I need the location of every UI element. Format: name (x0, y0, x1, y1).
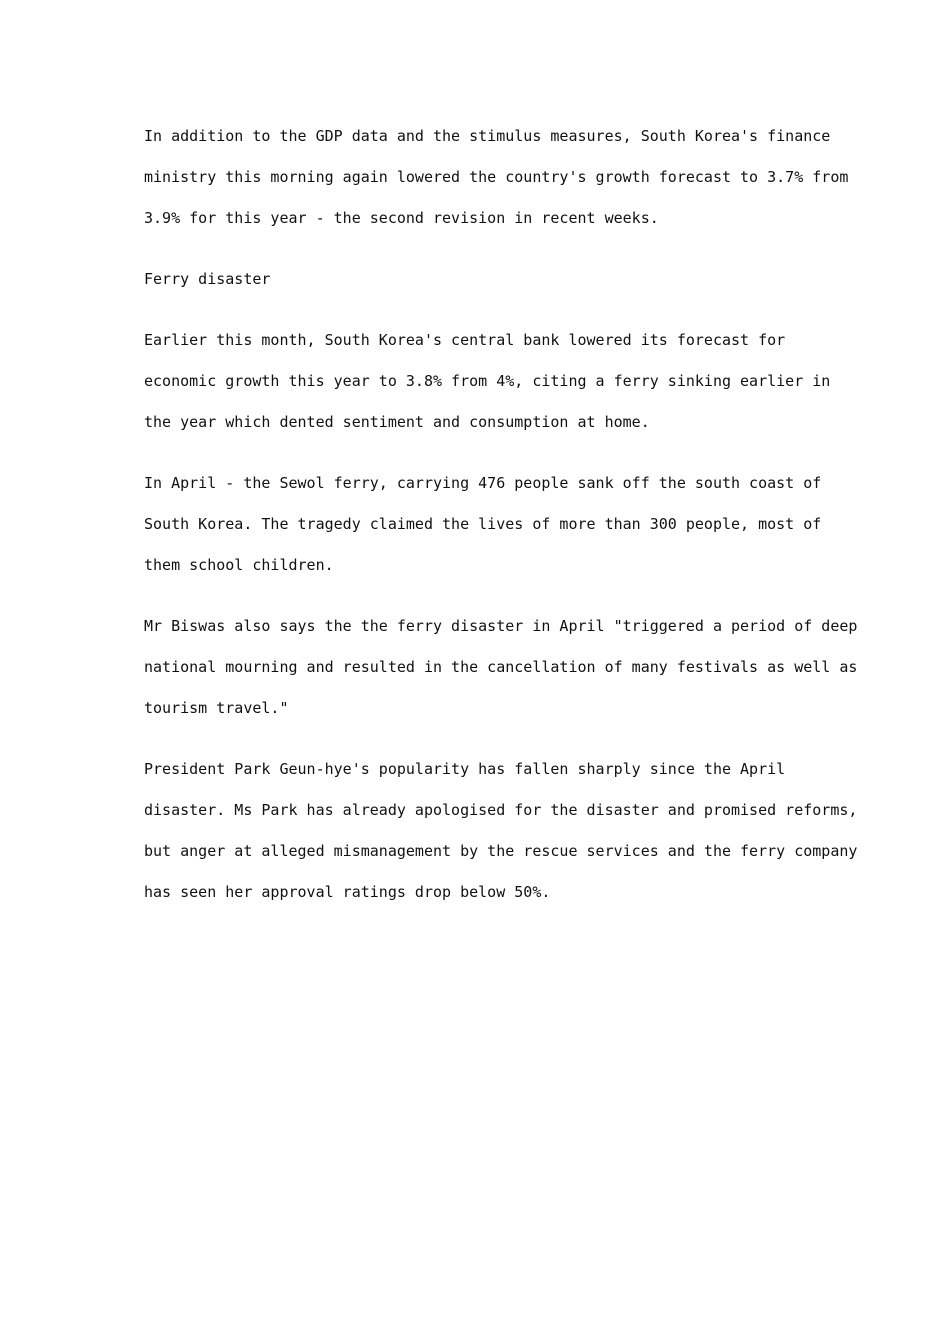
text-line: In addition to the GDP data and the stimulus measures, South Korea's finance (144, 127, 831, 145)
text-line: tourism travel." (144, 699, 289, 717)
text-line: but anger at alleged mismanagement by the rescue services and the ferry company (144, 842, 858, 860)
text-line: national mourning and resulted in the cancellation of many festivals as well as (144, 658, 858, 676)
section-heading: Ferry disaster (144, 270, 271, 288)
paragraph-biswas-quote (144, 606, 858, 729)
text-line: disaster. Ms Park has already apologised for the disaster and promised reforms, (144, 801, 858, 819)
paragraph-gdp-forecast (144, 116, 849, 239)
text-line: the year which dented sentiment and consumption at home. (144, 413, 650, 431)
text-line: In April - the Sewol ferry, carrying 476 people sank off the south coast of (144, 474, 822, 492)
paragraph-president-park (144, 749, 858, 913)
text-line: ministry this morning again lowered the country's growth forecast to 3.7% from (144, 168, 849, 186)
text-line: Earlier this month, South Korea's central bank lowered its forecast for (144, 331, 786, 349)
text-line: economic growth this year to 3.8% from 4%, citing a ferry sinking earlier in (144, 372, 831, 390)
paragraph-sewol-ferry (144, 463, 822, 586)
text-line: South Korea. The tragedy claimed the lives of more than 300 people, most of (144, 515, 822, 533)
article-body (144, 116, 858, 933)
text-line: 3.9% for this year - the second revision in recent weeks. (144, 209, 659, 227)
text-line: has seen her approval ratings drop below 50%. (144, 883, 551, 901)
text-line: President Park Geun-hye's popularity has fallen sharply since the April (144, 760, 786, 778)
text-line: them school children. (144, 556, 334, 574)
text-line: Mr Biswas also says the the ferry disaster in April "triggered a period of deep (144, 617, 858, 635)
paragraph-central-bank (144, 320, 831, 443)
